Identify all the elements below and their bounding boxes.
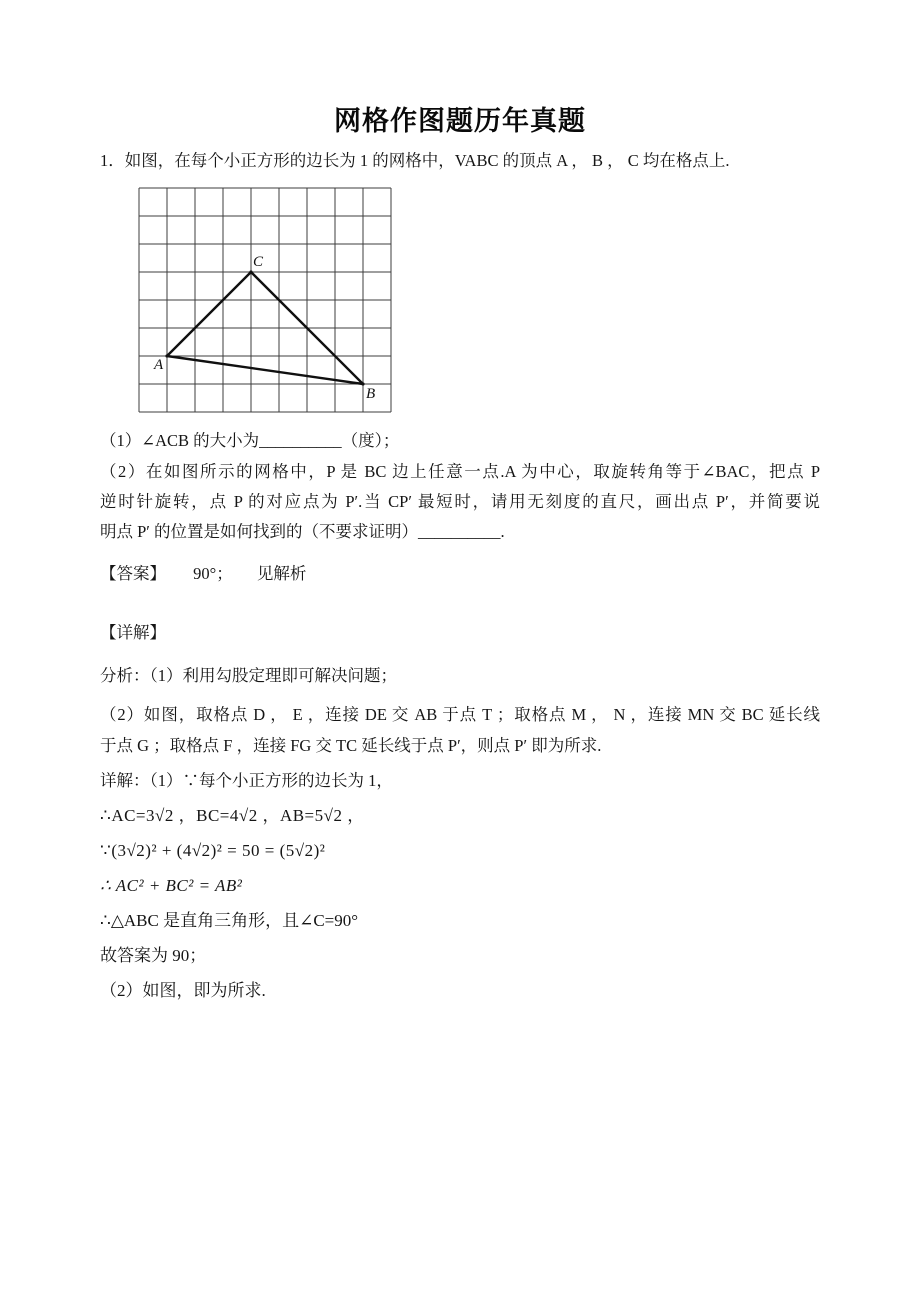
solution-line-pythagorean: ∴ AC² + BC² = AB²	[100, 876, 243, 895]
solution-line-lengths: ∴AC=3√2 ，BC=4√2 ，AB=5√2 ，	[100, 806, 365, 825]
question-part2-line: （2）在如图所示的网格中，P 是 BC 边上任意一点.A 为中心，取旋转角等于∠BAC，把点 P	[100, 462, 820, 481]
solution-line-final: （2）如图，即为所求.	[100, 981, 266, 1000]
solution-line-right-angle: ∴△ABC 是直角三角形，且∠C=90°	[100, 911, 359, 930]
answer-row	[100, 561, 820, 587]
solution-line-squares: ∵(3√2)² + (4√2)² = 50 = (5√2)²	[100, 841, 326, 860]
analysis-part2-line: （2）如图，取格点 D ， E ，连接 DE 交 AB 于点 T ；取格点 M ， N ，连接 MN 交 BC 延长线	[100, 705, 820, 724]
answer-value-degrees: 90°；	[193, 564, 233, 583]
analysis-part2	[100, 699, 820, 761]
question-part2	[100, 457, 820, 547]
explanation-label: 【详解】	[100, 623, 166, 642]
svg-text:A: A	[154, 357, 164, 373]
grid-figure-container	[138, 187, 394, 413]
question-part2-line: 逆时针旋转，点 P 的对应点为 P′.当 CP′ 最短时，请用无刻度的直尺，画出点 P′，并简要说	[100, 492, 820, 511]
analysis-part1: 分析：（1）利用勾股定理即可解决问题；	[100, 666, 397, 685]
question-intro: 1．如图，在每个小正方形的边长为 1 的网格中，VABC 的顶点 A ， B ， C 均在格点上.	[100, 151, 730, 170]
svg-text:C: C	[253, 254, 264, 270]
analysis-part2-line: 于点 G ；取格点 F ，连接 FG 交 TC 延长线于点 P′，则点 P′ 即为所求.	[100, 736, 602, 755]
page-title: 网格作图题历年真题	[334, 106, 586, 136]
question-part2-line: 明点 P′ 的位置是如何找到的（不要求证明）__________.	[100, 522, 505, 541]
grid-figure	[138, 187, 392, 413]
solution-step-unit: 详解：（1）∵每个小正方形的边长为 1，	[100, 771, 393, 790]
question-part1: （1）∠ACB 的大小为__________（度）；	[100, 431, 400, 450]
svg-text:B: B	[366, 386, 376, 402]
answer-value-see-analysis: 见解析	[256, 564, 307, 583]
answer-label: 【答案】	[100, 564, 166, 583]
solution-line-conclusion: 故答案为 90；	[100, 946, 207, 965]
